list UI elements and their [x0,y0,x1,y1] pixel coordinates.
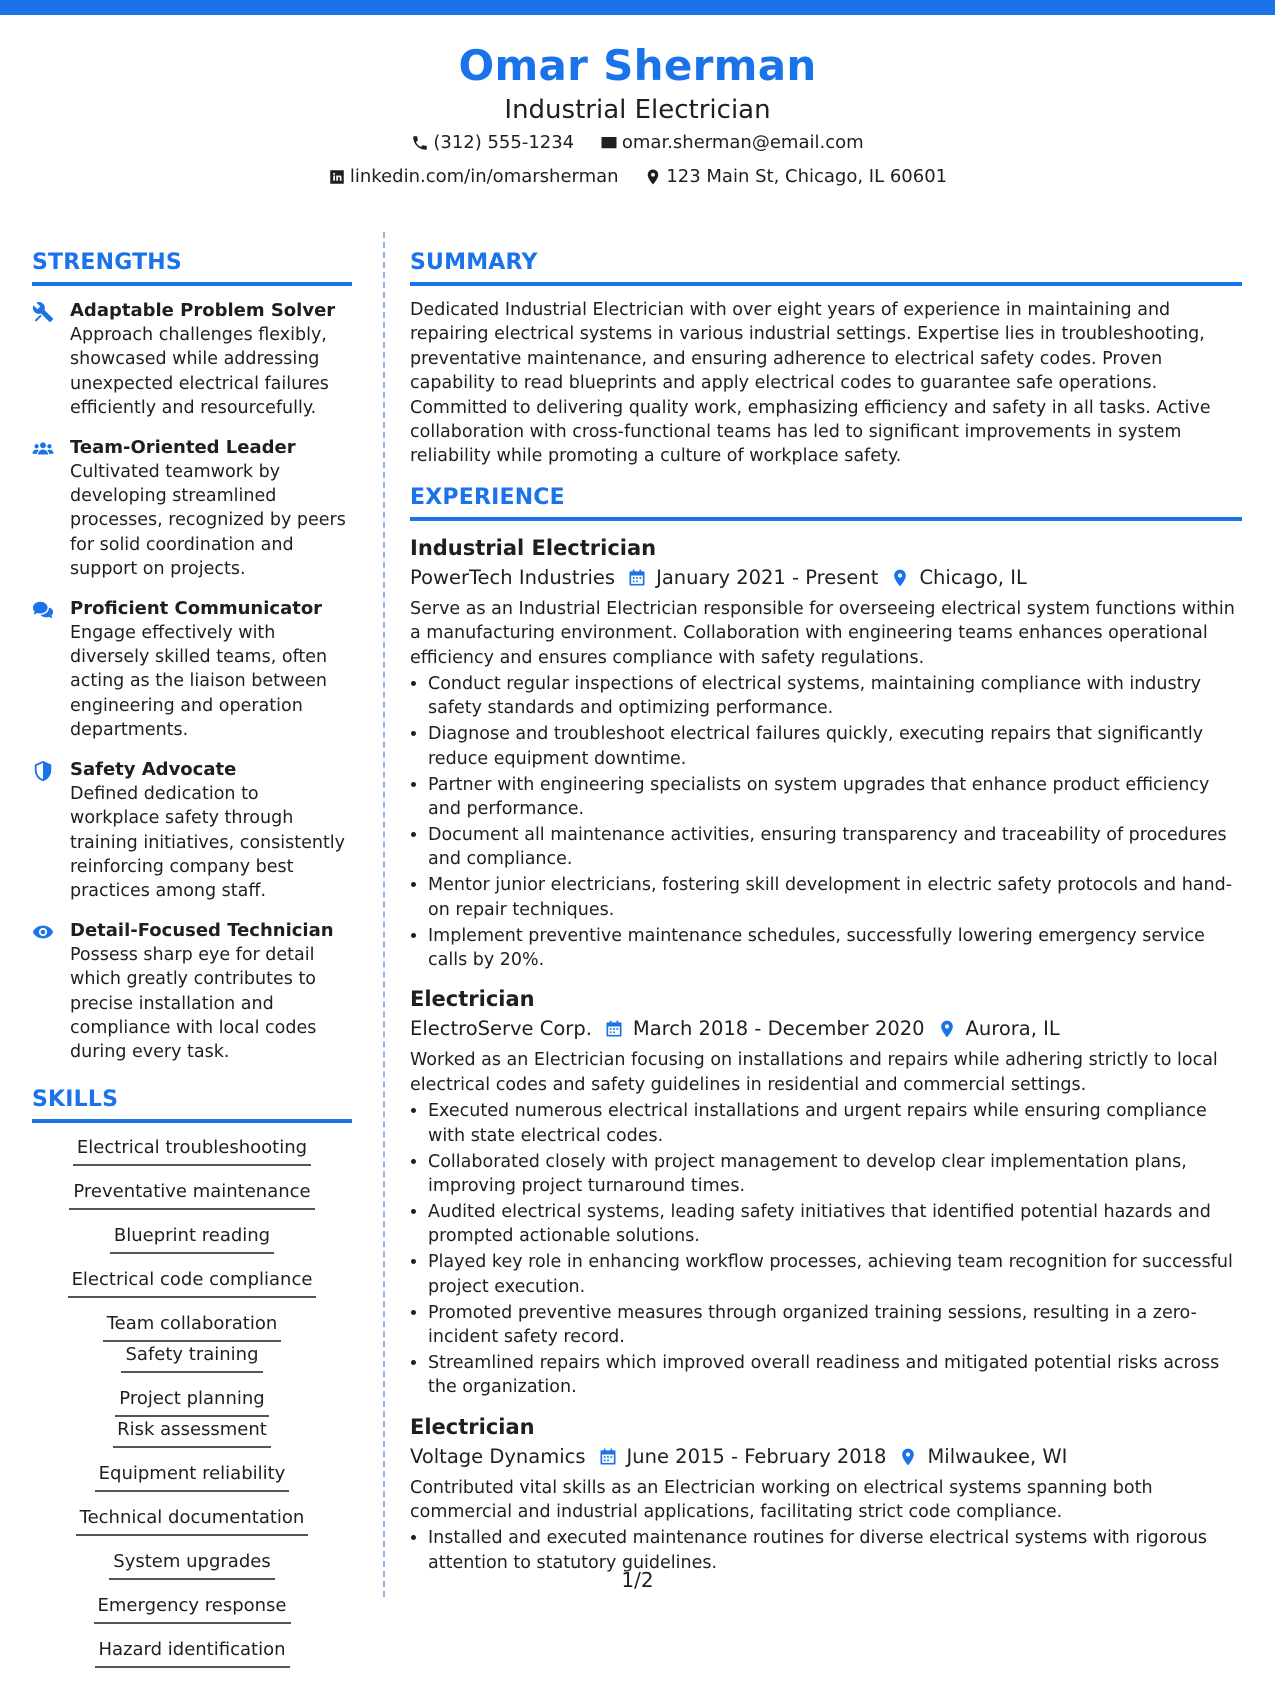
bullet-item: • Document all maintenance activities, ensuring transparency and traceability of procedures and compliance. [428,823,1242,872]
job-entry [410,533,1242,973]
candidate-name: Omar Sherman [458,41,817,90]
bullet-item: • Promoted preventive measures through organized training sessions, resulting in a zero-incident safety record. [428,1301,1242,1350]
bullet-item: • Diagnose and troubleshoot electrical failures quickly, executing repairs that significantly reduce equipment downtime. [428,722,1242,771]
strength-title: Safety Advocate [70,758,237,780]
bullet-item: • Played key role in enhancing workflow processes, achieving team recognition for successful project execution. [428,1250,1242,1299]
right-column [410,248,1242,1587]
skill-tag: Team collaboration [103,1311,282,1342]
strengths-heading: STRENGTHS [32,248,352,286]
skill-tag: Risk assessment [113,1417,271,1448]
candidate-title: Industrial Electrician [504,95,771,125]
users-icon [32,438,54,460]
bullet-item: • Executed numerous electrical installations and urgent repairs while ensuring compliance with state electrical codes. [428,1099,1242,1148]
map-marker-icon [890,568,910,588]
skill-tag: Technical documentation [76,1505,309,1536]
bullet-item: • Audited electrical systems, leading safety initiatives that identified potential hazards and prompted actionable solutions. [428,1200,1242,1249]
phone-icon [411,134,429,152]
address-text: 123 Main St, Chicago, IL 60601 [666,166,948,187]
bullet-item: • Conduct regular inspections of electrical systems, maintaining compliance with industry safety standards and optimizing performance. [428,672,1242,721]
skill-tag: Electrical code compliance [68,1267,317,1298]
bullet-item: • Collaborated closely with project management to develop clear implementation plans, improving project turnaround times. [428,1150,1242,1199]
calendar-icon [598,1447,618,1467]
resume-header [0,40,1275,196]
strength-item [32,757,352,904]
strength-description: Engage effectively with diversely skilled teams, often acting as the liaison between engineering and operation departments. [70,622,328,741]
email-text: omar.sherman@email.com [621,132,864,153]
shield-icon [32,760,54,782]
bullet-item: • Mentor junior electricians, fostering skill development in electric safety protocols and hand-on repair techniques. [428,873,1242,922]
job-dates: March 2018 - December 2020 [632,1017,925,1041]
skill-tag: Hazard identification [95,1637,290,1668]
linkedin-text: linkedin.com/in/omarsherman [349,166,619,187]
phone-text: (312) 555-1234 [433,132,575,153]
phone-contact [411,128,574,158]
strength-title: Detail-Focused Technician [70,919,334,941]
map-marker-icon [898,1447,918,1467]
job-description: Serve as an Industrial Electrician responsible for overseeing electrical system functions within a manufacturing environment. Collaboration with engineering teams enhances operational efficiency and ensures compliance with safety regulations. [410,598,1235,668]
job-meta [410,1442,1242,1472]
job-entry [410,1412,1242,1576]
linkedin-icon [328,168,346,186]
contact-row-1 [0,128,1275,162]
strength-item [32,918,352,1065]
address-contact [644,162,947,192]
left-column [32,248,352,1681]
strength-title: Team-Oriented Leader [70,436,296,458]
skill-tag: Safety training [121,1342,262,1373]
skill-tag: Equipment reliability [95,1461,290,1492]
column-divider [383,232,385,1597]
job-entry [410,984,1242,1399]
summary-text: Dedicated Industrial Electrician with over eight years of experience in maintaining and repairing electrical systems in various industrial settings. Expertise lies in troubleshooting, preventative maintenance, and ensuring adherence to electrical safety codes. Proven capability to read blueprints and apply electrical codes to guarantee safe operations. Committed to delivering quality work, emphasizing efficiency and safety in all tasks. Active collaboration with cross-functional teams has led to significant improvements in system reliability while promoting a culture of workplace safety. [410,300,1211,467]
skill-tag: Emergency response [94,1593,291,1624]
calendar-icon [627,568,647,588]
job-location: Chicago, IL [919,565,1027,589]
contact-row-2 [0,162,1275,196]
company-name: ElectroServe Corp. [410,1017,592,1041]
experience-heading: EXPERIENCE [410,483,1242,521]
strength-description: Cultivated teamwork by developing streamlined processes, recognized by peers for solid coordination and support on projects. [70,461,346,580]
skills-heading: SKILLS [32,1085,352,1123]
job-location: Aurora, IL [965,1017,1060,1041]
skill-tag: Project planning [115,1386,268,1417]
comments-icon [32,599,54,621]
company-name: Voltage Dynamics [410,1444,586,1468]
job-meta [410,1014,1242,1044]
top-accent-bar [0,0,1275,15]
job-location: Milwaukee, WI [927,1444,1068,1468]
eye-icon [32,921,54,943]
strength-title: Proficient Communicator [70,597,323,619]
bullet-item: • Installed and executed maintenance routines for diverse electrical systems with rigorous attention to statutory guidelines. [428,1526,1242,1575]
strength-description: Defined dedication to workplace safety through training initiatives, consistently reinforcing company best practices among staff. [70,783,346,902]
skill-tag: System upgrades [109,1549,274,1580]
map-marker-icon [644,168,662,186]
job-description: Worked as an Electrician focusing on installations and repairs while adhering strictly to local electrical codes and safety guidelines in residential and commercial settings. [410,1050,1218,1095]
bullet-item: • Streamlined repairs which improved overall readiness and mitigated potential risks across the organization. [428,1351,1242,1400]
calendar-icon [604,1019,624,1039]
job-bullets [410,1099,1242,1399]
strength-item [32,435,352,582]
job-dates: January 2021 - Present [656,565,879,589]
job-title: Electrician [410,1414,535,1439]
tools-icon [32,301,54,323]
strength-item [32,596,352,743]
page-number: 1/2 [621,1568,654,1592]
strength-item [32,298,352,421]
job-meta [410,563,1242,593]
job-bullets [410,672,1242,972]
strength-title: Adaptable Problem Solver [70,300,336,321]
skill-tag: Preventative maintenance [69,1179,314,1210]
job-title: Industrial Electrician [410,535,657,560]
linkedin-contact[interactable] [328,162,619,192]
company-name: PowerTech Industries [410,565,616,589]
map-marker-icon [937,1019,957,1039]
email-contact[interactable] [600,128,864,158]
envelope-icon [600,134,618,152]
skill-tag: Electrical troubleshooting [73,1135,311,1166]
job-description: Contributed vital skills as an Electrician working on electrical systems spanning both commercial and industrial applications, facilitating strict code compliance. [410,1477,1153,1523]
job-title: Electrician [410,987,535,1012]
job-dates: June 2015 - February 2018 [626,1444,887,1468]
bullet-item: • Implement preventive maintenance schedules, successfully lowering emergency service calls by 20%. [428,924,1242,973]
strength-description: Approach challenges flexibly, showcased while addressing unexpected electrical failures efficiently and resourcefully. [70,325,329,419]
strength-description: Possess sharp eye for detail which greatly contributes to precise installation and compliance with local codes during every task. [70,944,317,1063]
summary-heading: SUMMARY [410,248,1242,286]
skill-tag: Blueprint reading [110,1223,274,1254]
bullet-item: • Partner with engineering specialists on system upgrades that enhance product efficiency and performance. [428,773,1242,822]
